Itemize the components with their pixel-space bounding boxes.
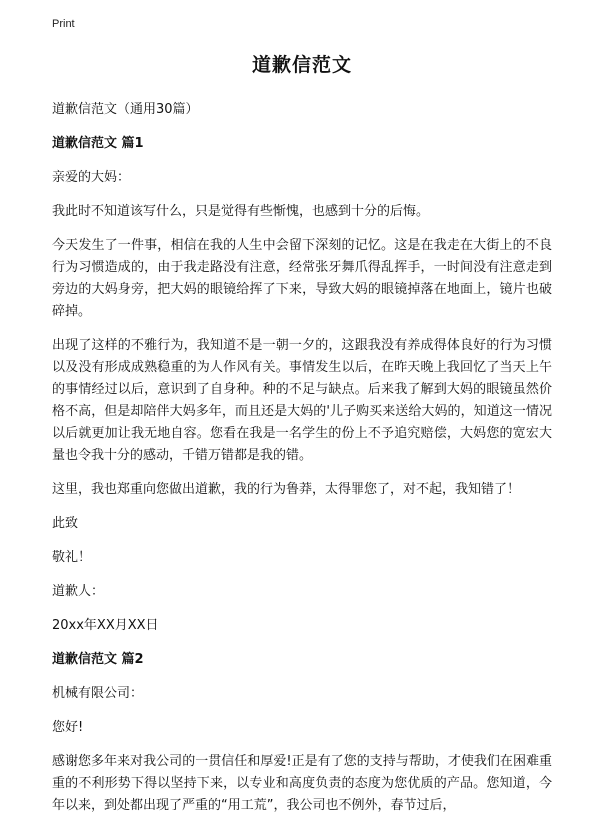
salutation: 亲爱的大妈：	[52, 170, 131, 185]
closing-line: 此致	[52, 516, 79, 531]
document-title: 道歉信范文	[251, 54, 352, 76]
date-line: 20xx年XX月XX日	[52, 618, 159, 633]
print-link[interactable]: Print	[52, 18, 75, 30]
greeting: 您好!	[52, 720, 84, 735]
document-subtitle: 道歉信范文（通用30篇）	[52, 102, 199, 117]
document-body	[52, 50, 552, 829]
paragraph: 感谢您多年来对我公司的一贯信任和厚爱!正是有了您的支持与帮助，才使我们在困难重重的不利形势下得以坚持下来，以专业和高度负责的态度为您优质的产品。您知道，今年以来，到处都出现了严重的“用工荒”，我公司也不例外，春节过后，	[52, 754, 552, 813]
section-heading-1: 道歉信范文 篇1	[52, 136, 144, 151]
section-heading-2: 道歉信范文 篇2	[52, 652, 144, 667]
closing-line: 敬礼！	[52, 550, 92, 565]
paragraph: 这里，我也郑重向您做出道歉，我的行为鲁莽，太得罪您了，对不起，我知错了！	[52, 482, 521, 497]
paragraph: 我此时不知道该写什么，只是觉得有些惭愧，也感到十分的后悔。	[52, 204, 430, 219]
salutation: 机械有限公司：	[52, 686, 144, 701]
signature-line: 道歉人：	[52, 584, 105, 599]
paragraph: 今天发生了一件事，相信在我的人生中会留下深刻的记忆。这是在我走在大街上的不良行为习惯造成的，由于我走路没有注意，经常张牙舞爪得乱挥手，一时间没有注意走到旁边的大妈身旁，把大妈的眼镜给挥了下来，导致大妈的眼镜掉落在地面上，镜片也破碎掉。	[52, 238, 552, 319]
paragraph: 出现了这样的不雅行为，我知道不是一朝一夕的，这跟我没有养成得体良好的行为习惯以及没有形成成熟稳重的为人作风有关。事情发生以后，在昨天晚上我回忆了当天上午的事情经过以后，意识到了自身种。种的不足与缺点。后来我了解到大妈的眼镜虽然价格不高，但是却陪伴大妈多年，而且还是大妈的'儿子购买来送给大妈的，知道这一情况以后就更加让我无地自容。您看在我是一名学生的份上不予追究赔偿，大妈您的宽宏大量也令我十分的感动，千错万错都是我的错。	[52, 338, 552, 463]
